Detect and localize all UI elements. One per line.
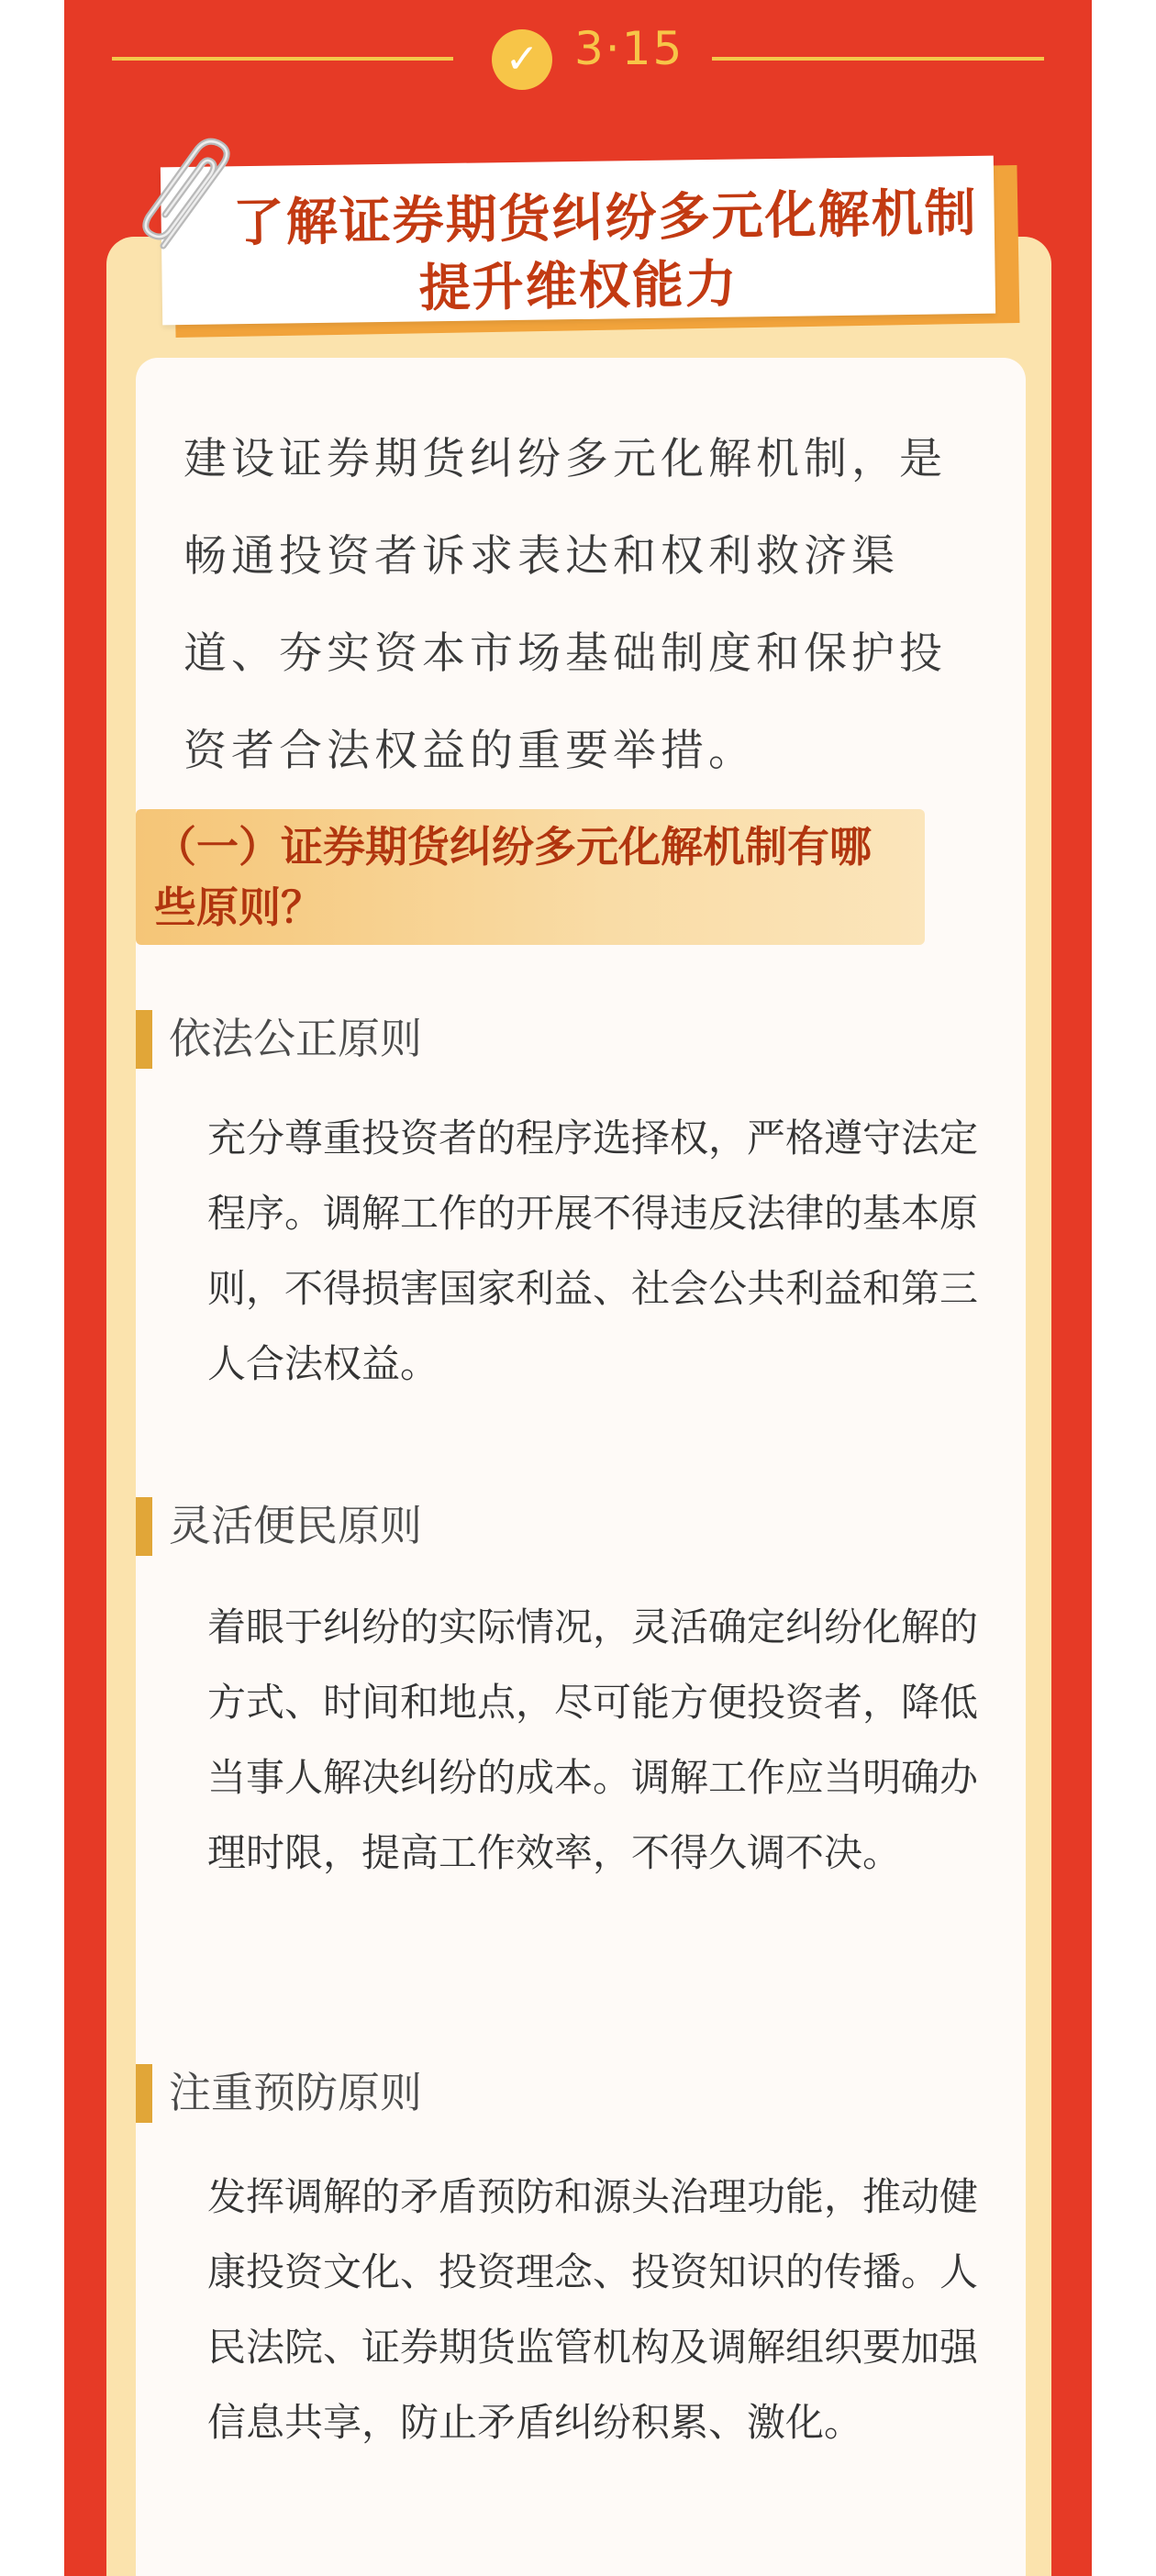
section-body: 发挥调解的矛盾预防和源头治理功能，推动健康投资文化、投资理念、投资知识的传播。人民法院、证券期货监管机构及调解组织要加强信息共享，防止矛盾纠纷积累、激化。: [207, 2174, 979, 2445]
section-title: 灵活便民原则: [169, 1501, 422, 1550]
section-title: 依法公正原则: [169, 1014, 422, 1063]
section-marker: [136, 1010, 152, 1069]
check-icon: ✓: [492, 29, 552, 90]
divider-line-right: [712, 57, 1044, 61]
section-body: 着眼于纠纷的实际情况，灵活确定纠纷化解的方式、时间和地点，尽可能方便投资者，降低当事人解决纠纷的成本。调解工作应当明确办理时限，提高工作效率，不得久调不决。: [207, 1604, 979, 1875]
section-heading: [136, 1006, 686, 1071]
question-banner: [136, 809, 925, 945]
section-marker: [136, 2064, 152, 2123]
intro-paragraph: 建设证券期货纠纷多元化解机制，是畅通投资者诉求表达和权利救济渠道、夯实资本市场基础制度和保护投资者合法权益的重要举措。: [183, 434, 947, 776]
section-heading: [136, 1493, 686, 1558]
badge-date: 3·15: [574, 22, 684, 75]
section-marker: [136, 1497, 152, 1556]
question-heading: （一）证券期货纠纷多元化解机制有哪些原则？: [154, 822, 872, 932]
page-title-line2: 提升维权能力: [418, 254, 739, 319]
top-badge-bar: [64, 0, 1092, 119]
section-title: 注重预防原则: [169, 2068, 422, 2117]
title-box: [161, 156, 995, 326]
section-heading: [136, 2060, 686, 2125]
divider-line-left: [112, 57, 453, 61]
page-title-line1: 了解证券期货纠纷多元化解机制: [232, 183, 979, 254]
red-background-panel: [64, 0, 1092, 2576]
section-body: 充分尊重投资者的程序选择权，严格遵守法定程序。调解工作的开展不得违反法律的基本原则，不得损害国家利益、社会公共利益和第三人合法权益。: [207, 1116, 979, 1386]
paperclip-icon: [138, 138, 248, 257]
